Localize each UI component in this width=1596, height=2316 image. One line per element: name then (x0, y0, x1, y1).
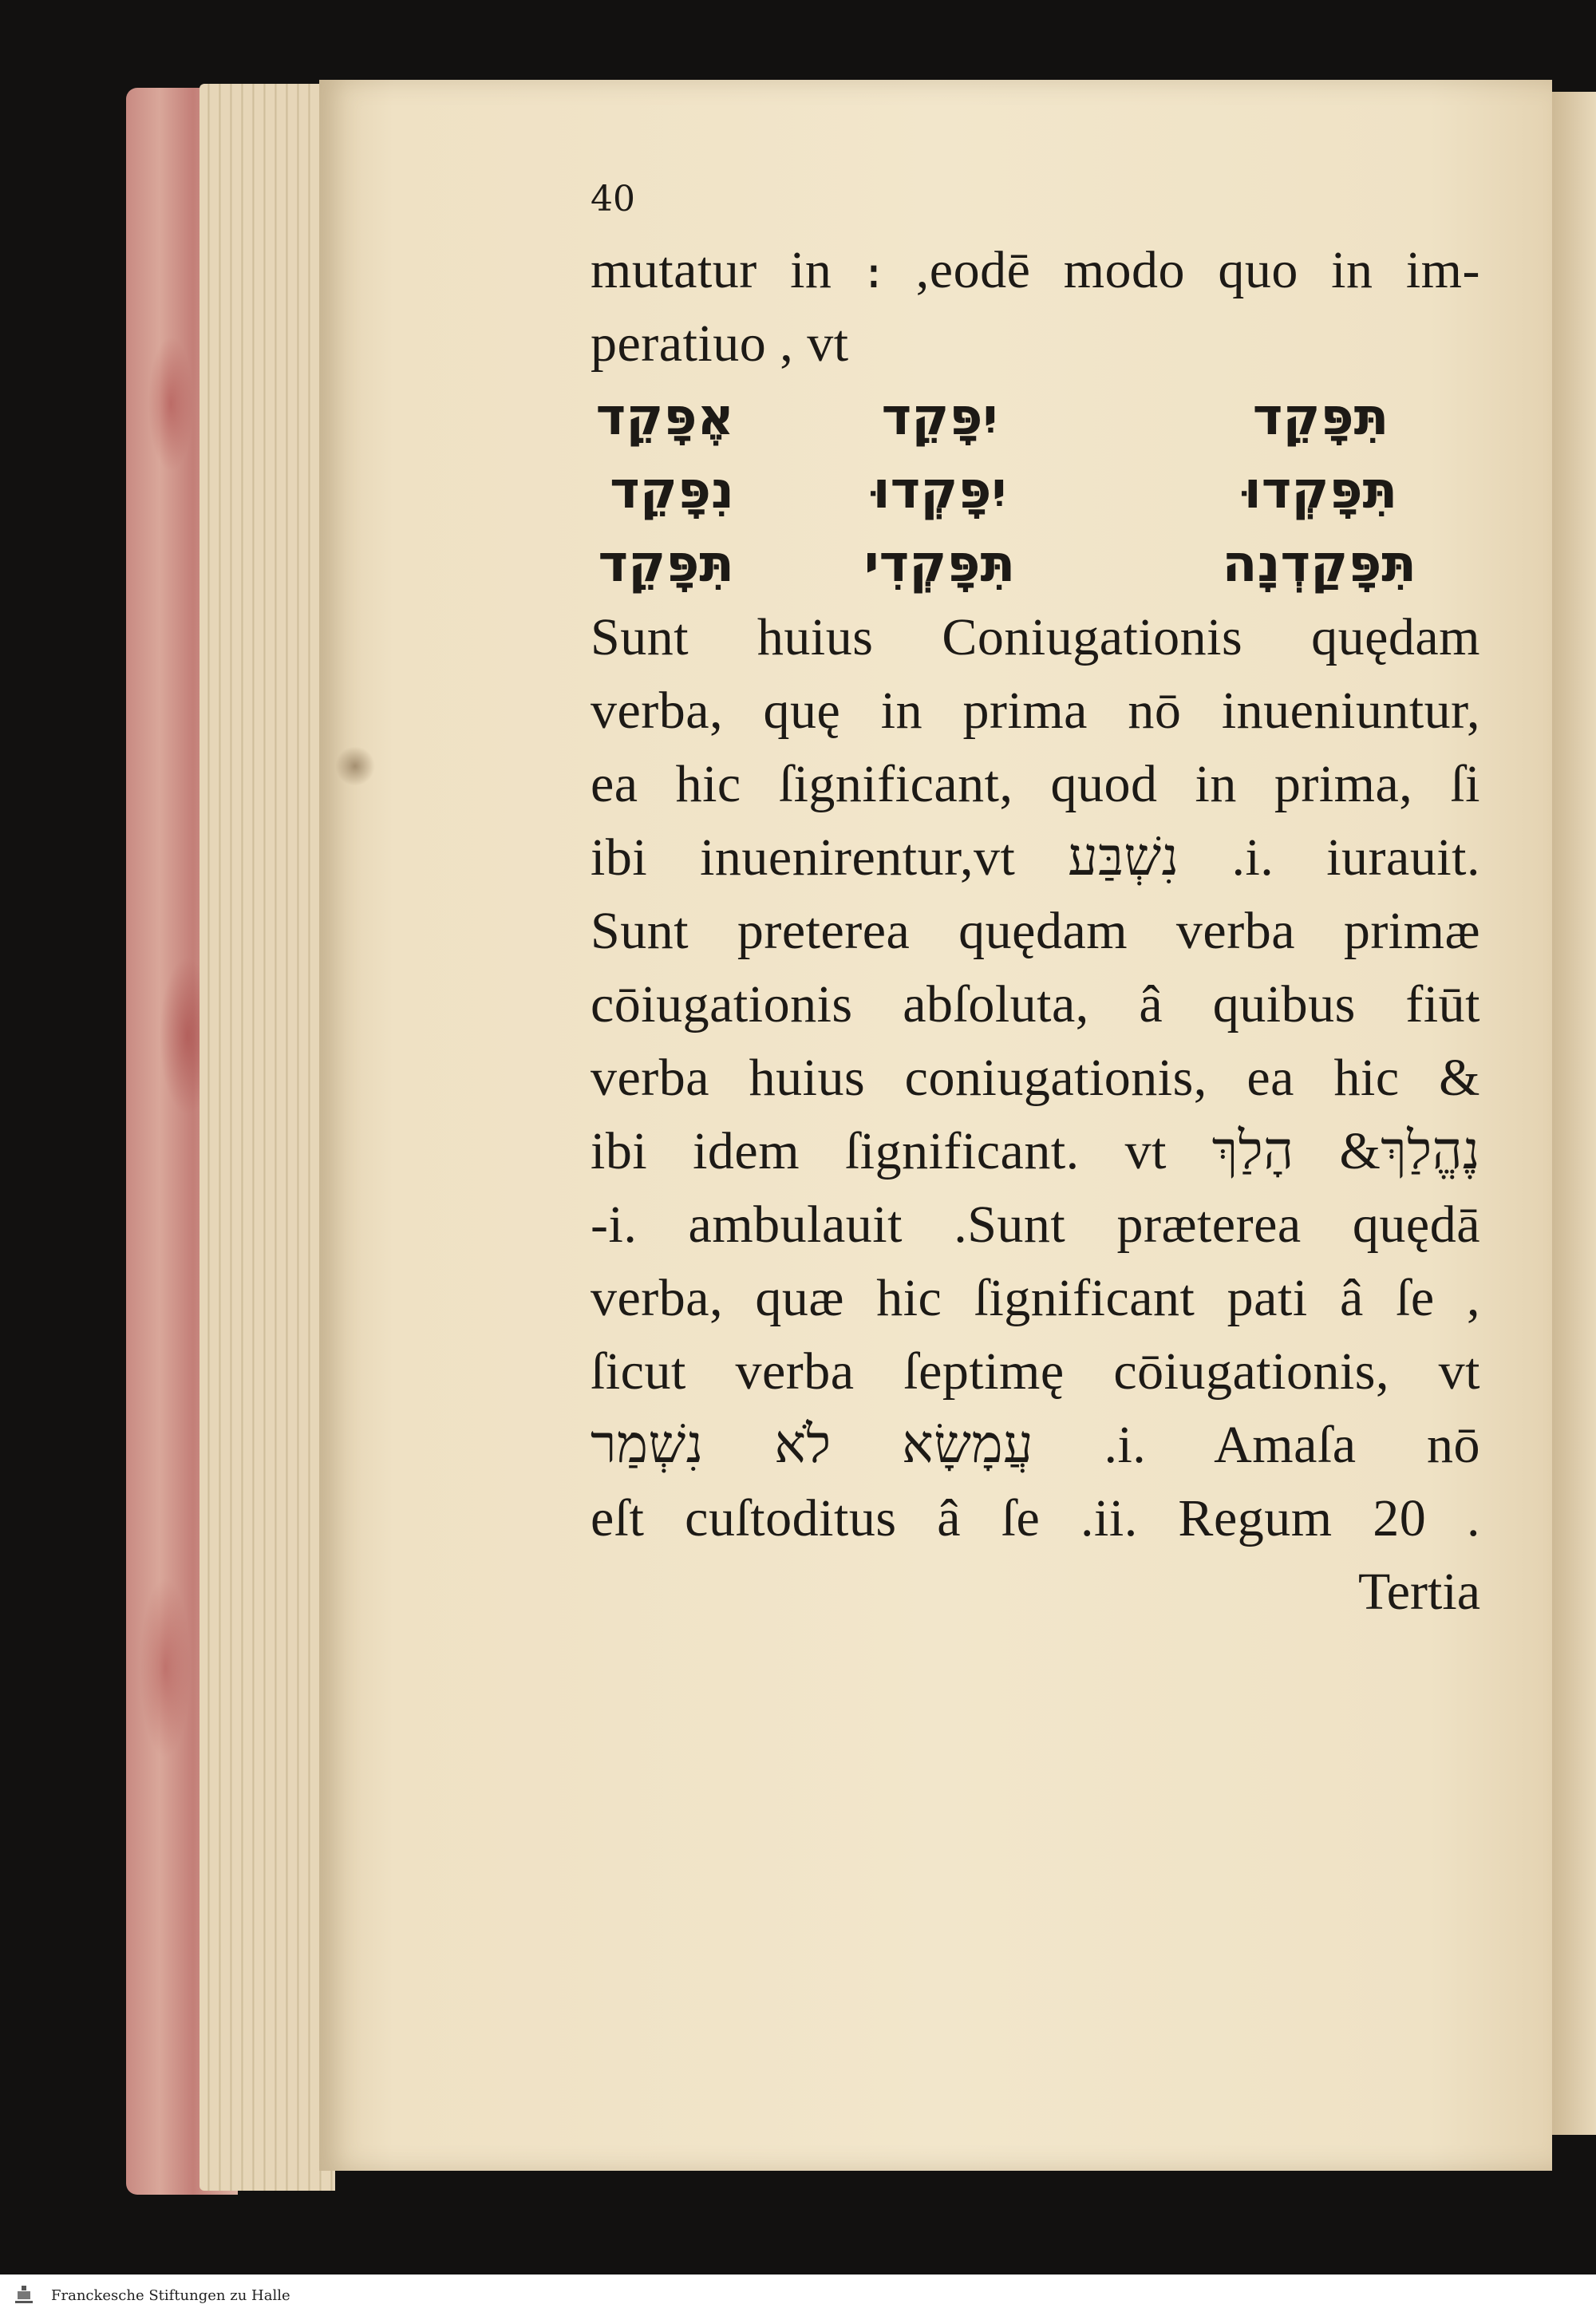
paradigm-row (591, 528, 1480, 601)
page-text (591, 180, 1480, 1629)
text-line: Sunt preterea quędam verba primæ (591, 902, 1480, 960)
institution-logo-icon (8, 2279, 40, 2311)
paradigm-cell: יִפָּקְדוּ (872, 461, 1007, 520)
text-line: mutatur in ։ ,eodē modo quo in im- (591, 241, 1480, 299)
paradigm-cell: אֶפָּקֵד (595, 388, 734, 447)
paradigm-cell: יִפָּקֵד (881, 388, 998, 447)
paradigm-row (591, 454, 1480, 528)
text-line: -i. ambulauit .Sunt præterea quędā (591, 1196, 1480, 1254)
text-line: ſicut verba ſeptimę cōiugationis, vt (591, 1342, 1480, 1401)
text-line: verba, quæ hic ſignificant pati â ſe , (591, 1269, 1480, 1327)
text-line: cōiugationis abſoluta, â quibus fiūt (591, 975, 1480, 1034)
institution-name: Franckesche Stiftungen zu Halle (51, 2286, 290, 2304)
paper-stain (335, 746, 375, 786)
text-line: עֲמָשָׂא לֹא נִשְׁמַר .i. Amaſa nō (591, 1416, 1480, 1474)
facing-page-edge (1552, 92, 1596, 2135)
paradigm-cell: תִּפָּקַדְנָה (1222, 535, 1416, 594)
hebrew-paradigm-table (591, 381, 1480, 601)
text-line: ibi inuenirentur,vt נִשְׁבַּע .i. iurauit. (591, 828, 1480, 887)
paradigm-cell: נִפָּקֵד (610, 461, 734, 520)
text-line: verba huius coniugationis, ea hic & (591, 1049, 1480, 1107)
paradigm-row (591, 381, 1480, 454)
page-number: 40 (591, 179, 635, 219)
page-stack-edges (200, 84, 335, 2191)
text-line: verba, quę in prima nō inueniuntur, (591, 682, 1480, 740)
text-line: Sunt huius Coniugationis quędam (591, 608, 1480, 666)
paradigm-cell: תִּפָּקֵד (1252, 388, 1389, 447)
paradigm-cell: תִּפָּקְדוּ (1243, 461, 1398, 520)
catchword: Tertia (1358, 1563, 1480, 1621)
paradigm-cell: תִּפָּקְדִי (863, 535, 1016, 594)
text-line: ibi idem ſignificant. vt נֶהֱלַךְ& הָלַךְ (591, 1122, 1480, 1180)
footer-bar (0, 2275, 1596, 2316)
paradigm-cell: תִּפָּקֵד (598, 535, 734, 594)
text-line: ea hic ſignificant, quod in prima, ſi (591, 755, 1480, 813)
text-line: eſt cuſtoditus â ſe .ii. Regum 20 . (591, 1489, 1480, 1547)
text-line: peratiuo , vt (591, 314, 849, 373)
